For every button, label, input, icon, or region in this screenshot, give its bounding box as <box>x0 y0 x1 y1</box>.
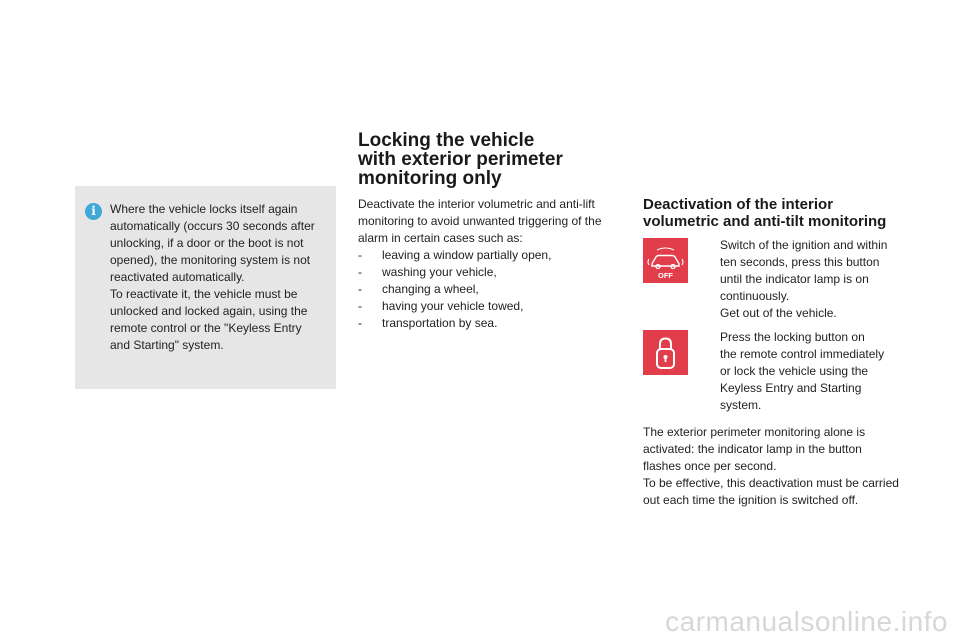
info-icon: i <box>85 203 102 220</box>
closing-line: The exterior perimeter monitoring alone is <box>643 425 866 439</box>
info-note-line: remote control or the "Keyless Entry <box>110 321 302 335</box>
closing-line: activated: the indicator lamp in the button <box>643 442 862 456</box>
bullet-item <box>358 247 613 264</box>
bullet-item <box>358 264 613 281</box>
step-line: system. <box>720 398 762 412</box>
step-line: Keyless Entry and Starting <box>720 381 862 395</box>
bullet-dash: - <box>358 248 362 262</box>
bullet-item <box>358 298 613 315</box>
locking-section-body <box>358 196 613 332</box>
step-line: or lock the vehicle using the <box>720 364 869 378</box>
intro-line: alarm in certain cases such as: <box>358 231 523 245</box>
bullet-text: transportation by sea. <box>382 316 498 330</box>
title-line: monitoring only <box>358 168 502 189</box>
bullet-text: washing your vehicle, <box>382 265 497 279</box>
info-note-line: opened), the monitoring system is not <box>110 253 311 267</box>
locking-section-title <box>358 131 563 188</box>
info-note-line: reactivated automatically. <box>110 270 245 284</box>
arrow-bullet-icon <box>700 329 720 414</box>
closing-line: To be effective, this deactivation must be carried <box>643 476 899 490</box>
info-note-line: unlocked and locked again, using the <box>110 304 308 318</box>
bullet-dash: - <box>358 316 362 330</box>
info-note-box <box>75 186 336 389</box>
steps-group-2 <box>700 329 910 414</box>
info-note-line: Where the vehicle locks itself again <box>110 202 298 216</box>
alarm-off-button-icon <box>643 238 688 283</box>
step-line: ten seconds, press this button <box>720 255 880 269</box>
info-note-line: automatically (occurs 30 seconds after <box>110 219 315 233</box>
bullet-item <box>358 281 613 298</box>
step-line: Switch of the ignition and within <box>720 238 888 252</box>
lock-button-icon <box>643 330 688 375</box>
closing-line: flashes once per second. <box>643 459 777 473</box>
info-note-line: and Starting" system. <box>110 338 224 352</box>
title-line: with exterior perimeter <box>358 149 563 170</box>
intro-line: Deactivate the interior volumetric and anti-lift <box>358 197 595 211</box>
step-item <box>700 329 910 414</box>
bullet-text: changing a wheel, <box>382 282 479 296</box>
step-item <box>700 237 910 305</box>
steps-group-1 <box>700 237 910 322</box>
step-line: Get out of the vehicle. <box>720 306 837 320</box>
bullet-dash: - <box>358 265 362 279</box>
padlock-icon <box>643 330 688 375</box>
step-item <box>700 305 910 322</box>
step-line: the remote control immediately <box>720 347 885 361</box>
bullet-text: having your vehicle towed, <box>382 299 524 313</box>
info-note-line: unlocking, if a door or the boot is not <box>110 236 304 250</box>
info-note-text <box>110 201 330 354</box>
step-line: Press the locking button on <box>720 330 865 344</box>
intro-line: monitoring to avoid unwanted triggering of the <box>358 214 602 228</box>
title-line: Locking the vehicle <box>358 130 535 151</box>
bullet-dash: - <box>358 299 362 313</box>
info-note-line: To reactivate it, the vehicle must be <box>110 287 298 301</box>
step-line: until the indicator lamp is on <box>720 272 869 286</box>
deactivation-section-title <box>643 196 886 230</box>
closing-paragraph <box>643 424 913 509</box>
title-line: volumetric and anti-tilt monitoring <box>643 213 887 230</box>
title-line: Deactivation of the interior <box>643 196 834 213</box>
arrow-bullet-icon <box>700 237 720 305</box>
car-alarm-icon <box>643 238 688 283</box>
off-label: OFF <box>658 271 673 280</box>
bullet-text: leaving a window partially open, <box>382 248 552 262</box>
bullet-item <box>358 315 613 332</box>
arrow-bullet-icon <box>700 305 720 322</box>
closing-line: out each time the ignition is switched off. <box>643 493 859 507</box>
step-line: continuously. <box>720 289 790 303</box>
watermark: carmanualsonline.info <box>665 606 948 637</box>
bullet-dash: - <box>358 282 362 296</box>
